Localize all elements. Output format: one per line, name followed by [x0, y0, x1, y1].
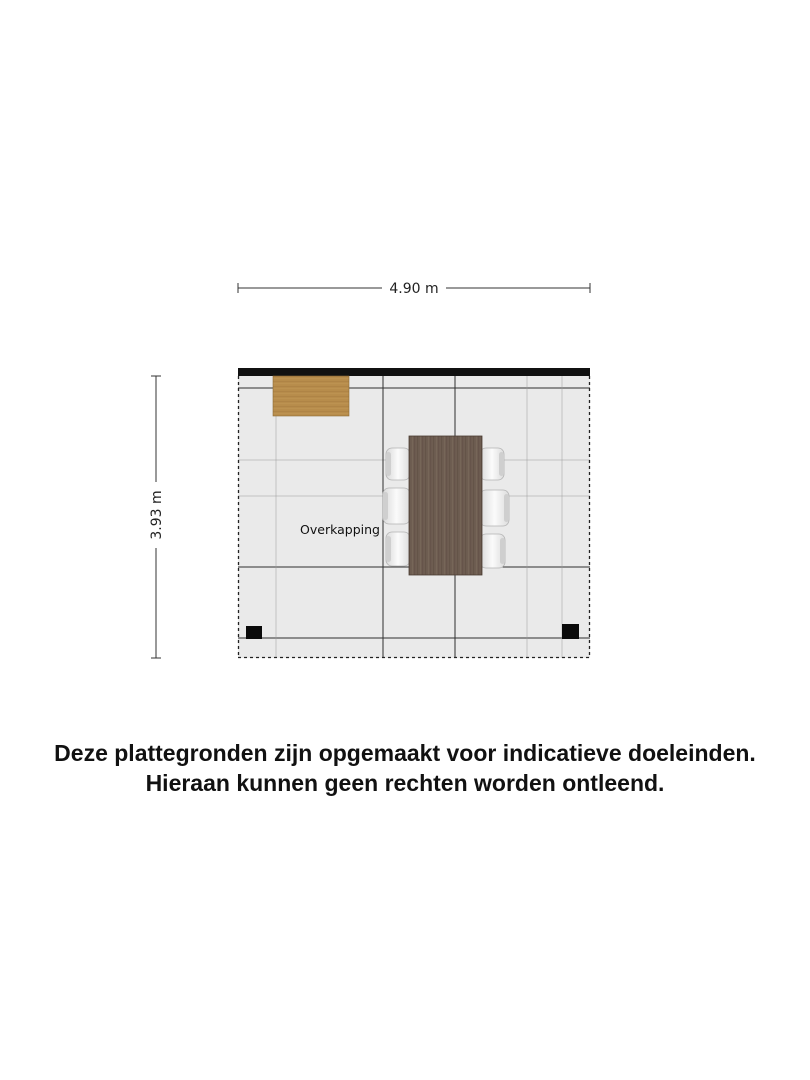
chair — [383, 488, 410, 524]
post-right — [562, 624, 579, 639]
chair — [386, 532, 410, 566]
dining-table — [409, 436, 482, 575]
cabinet — [273, 376, 349, 416]
disclaimer-line-2: Hieraan kunnen geen rechten worden ontleend. — [145, 770, 665, 796]
height-dimension-label: 3.93 m — [149, 490, 165, 540]
height-dimension — [149, 376, 165, 658]
disclaimer-line-1: Deze plattegronden zijn opgemaakt voor indicatieve doeleinden. — [54, 740, 756, 766]
width-dimension-label: 4.90 m — [389, 281, 439, 297]
chair — [386, 448, 410, 480]
room-label: Overkapping — [300, 522, 380, 537]
chair — [480, 448, 504, 480]
disclaimer — [0, 738, 810, 798]
width-dimension — [238, 281, 590, 297]
chairs-left — [383, 448, 410, 566]
chair — [480, 534, 505, 568]
chair — [480, 490, 509, 526]
top-wall — [238, 368, 590, 376]
post-left — [246, 626, 262, 639]
room-overkapping — [238, 368, 590, 658]
